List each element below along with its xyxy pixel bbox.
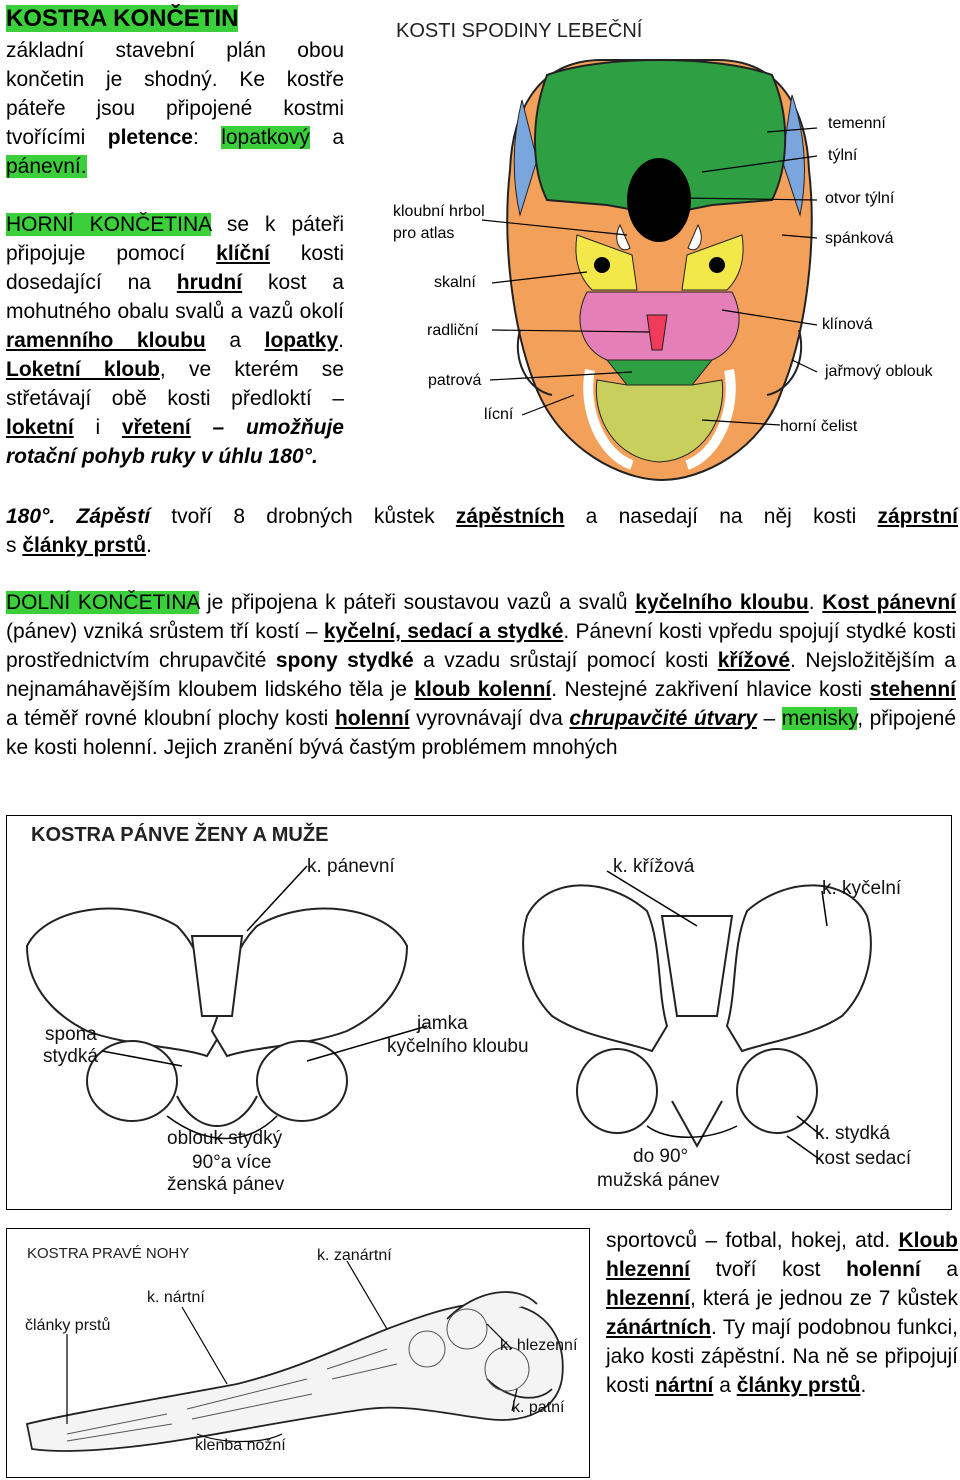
foot-label: k. nártní bbox=[147, 1289, 205, 1306]
title: KOSTRA KONČETIN bbox=[6, 5, 239, 32]
foot-label: klenba nožní bbox=[195, 1437, 286, 1454]
skull-label: skalní bbox=[434, 274, 476, 291]
pelvis-label: kyčelního kloubu bbox=[387, 1036, 529, 1057]
skull-label: spánková bbox=[825, 230, 894, 247]
foot-figure bbox=[6, 1228, 590, 1478]
skull-label: klínová bbox=[822, 316, 873, 333]
skull-label: horní čelist bbox=[780, 418, 858, 435]
skull-figure bbox=[362, 0, 960, 492]
intro-paragraph: základní stavební plán obou končetin je shodný. Ke kostře páteře jsou připojené kostmi tvořícími pletence: lopatkový a pánevní. bbox=[6, 39, 345, 178]
pelvis-label: oblouk stydký bbox=[167, 1128, 283, 1149]
skull-label: kloubní hrbol bbox=[393, 203, 485, 220]
pelvis-label: k. kyčelní bbox=[822, 878, 902, 899]
pelvis-label: k. pánevní bbox=[307, 856, 395, 877]
skull-label: pro atlas bbox=[393, 225, 455, 242]
lower-limb-paragraph: DOLNÍ KONČETINA je připojena k páteři soustavou vazů a svalů kyčelního kloubu. Kost pánevní (pánev) vzniká srůstem tří kostí – kyčelní, sedací a stydké. Pánevní kosti vpředu spojují stydké kosti prostřednictvím chrupavčité spony stydké a vzadu srůstají pomocí kosti křížové. Nejsložitějším a nejnamáhavějším kloubem lidského těla je kloub kolenní. Nestejné zakřivení hlavice kosti stehenní a téměř rovné kloubní plochy kosti holenní vyrovnávají dva chrupavčité útvary – menisky, připojené ke kosti holenní. Jejich zranění bývá častým problémem mnohých bbox=[6, 591, 957, 759]
skull-label: radliční bbox=[427, 322, 479, 339]
pelvis-label: k. křížová bbox=[613, 856, 695, 877]
skull-label: lícní bbox=[484, 406, 514, 423]
upper-limb-continuation: 180°. Zápěstí tvoří 8 drobných kůstek zápěstních a nasedají na něj kosti záprstní s články prstů. bbox=[6, 505, 959, 557]
foot-title: KOSTRA PRAVÉ NOHY bbox=[27, 1245, 190, 1262]
pelvis-illustration bbox=[7, 816, 951, 1209]
foot-label: články prstů bbox=[25, 1317, 111, 1334]
skull-label: jařmový oblouk bbox=[825, 363, 933, 380]
panevni-highlight: pánevní. bbox=[6, 155, 87, 178]
foot-label: k. zanártní bbox=[317, 1247, 392, 1264]
foot-label: k. hlezenní bbox=[500, 1337, 578, 1354]
skull-label: patrová bbox=[428, 372, 482, 389]
pelvis-label: 90°a více bbox=[192, 1152, 272, 1173]
skull-label: otvor týlní bbox=[825, 190, 895, 207]
pelvis-label: ženská pánev bbox=[167, 1174, 285, 1195]
pelvis-label: mužská pánev bbox=[597, 1170, 720, 1191]
skull-title: KOSTI SPODINY LEBEČNÍ bbox=[396, 20, 643, 42]
pelvis-label: kost sedací bbox=[815, 1148, 912, 1169]
pelvis-label: do 90° bbox=[633, 1146, 689, 1167]
final-paragraph: sportovců – fotbal, hokej, atd. Kloub hlezenní tvoří kost holenní a hlezenní, která je jednou ze 7 kůstek zánártních. Ty mají podobnou funkci, jako kosti zápěstní. Na ně se připojují kosti nártní a články prstů. bbox=[606, 1229, 958, 1397]
pelvis-label: jamka bbox=[417, 1013, 468, 1034]
intro-block bbox=[6, 4, 344, 181]
upper-limb-paragraph: HORNÍ KONČETINA se k páteři připojuje pomocí klíční kosti dosedající na hrudní kost a mohutného obalu svalů a vazů okolí ramenního kloubu a lopatky. Loketní kloub, ve kterém se střetávají obě kosti předloktí – loketní i vřetení – umožňuje rotační pohyb ruky v úhlu 180°. bbox=[6, 213, 345, 468]
pelvis-title: KOSTRA PÁNVE ŽENY A MUŽE bbox=[31, 824, 329, 846]
upper-limb-heading: HORNÍ KONČETINA bbox=[6, 213, 211, 236]
pelvis-label: spona bbox=[45, 1024, 97, 1045]
intro-title bbox=[6, 4, 344, 34]
foot-label: k. patní bbox=[512, 1399, 565, 1416]
pelvis-label: k. stydká bbox=[815, 1123, 890, 1144]
lopatkovy-highlight: lopatkový bbox=[221, 126, 310, 149]
lower-limb-heading: DOLNÍ KONČETINA bbox=[6, 591, 200, 614]
skull-label: temenní bbox=[828, 115, 886, 132]
menisky-highlight: menisky bbox=[781, 707, 858, 730]
pelvis-figure bbox=[6, 815, 952, 1210]
skull-label: týlní bbox=[828, 147, 858, 164]
pelvis-label: stydká bbox=[43, 1046, 98, 1067]
